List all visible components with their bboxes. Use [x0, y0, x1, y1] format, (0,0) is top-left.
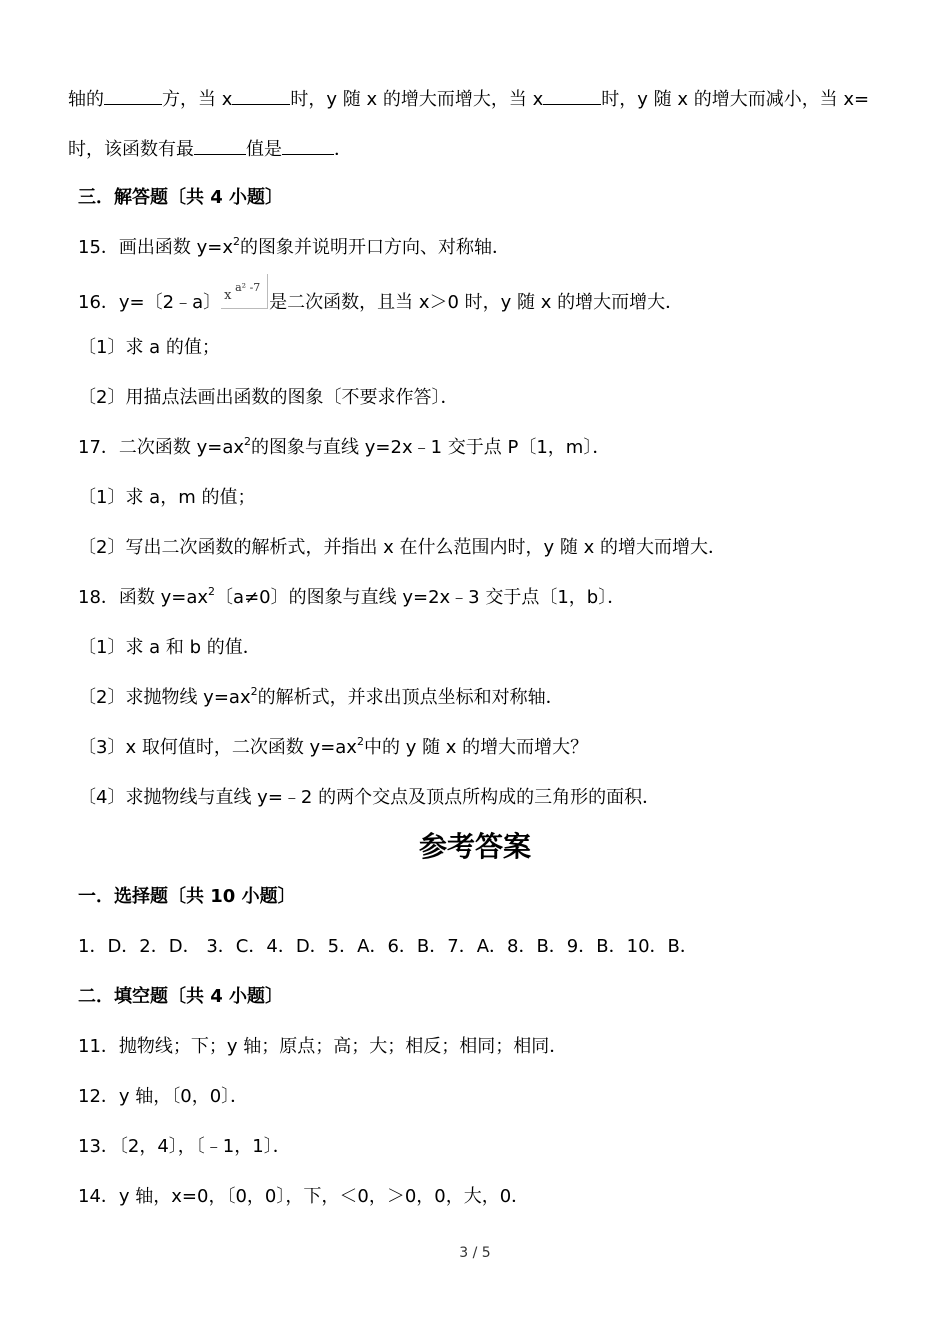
answers-title: 参考答案 [418, 830, 531, 863]
question-16-part-1: 〔1〕求 a 的值； [78, 337, 220, 358]
section-1-heading: 一．选择题〔共 10 小题〕 [78, 886, 296, 907]
answer-13: 13．〔2，4〕，〔﹣1，1〕． [78, 1136, 291, 1157]
question-17: 17．二次函数 $y=ax^2$的图象与直线 y=2x﹣1 交于点 P〔1，m〕． [78, 435, 611, 458]
question-17-part-2: 〔2〕写出二次函数的解析式，并指出 x 在什么范围内时，y 随 x 的增大而增大． [78, 537, 727, 558]
question-15: 15．画出函数 $y=x^2$的图象并说明开口方向、对称轴． [78, 235, 511, 258]
question-16: 16．y=〔2﹣a〕 x a² -7 是二次函数，且当 x＞0 时，y 随 x 的增大而增大． [78, 286, 683, 315]
answer-blank [543, 86, 601, 105]
answer-14: 14．y 轴，x=0，〔0，0〕，下，＜0，＞0，0，大，0． [78, 1186, 530, 1207]
page-number: 3 / 5 [459, 1245, 491, 1261]
question-17-part-1: 〔1〕求 a，m 的值； [78, 487, 256, 508]
answer-11: 11．抛物线；下；y 轴；原点；高；大；相反；相同；相同． [78, 1036, 568, 1057]
question-18-part-1: 〔1〕求 a 和 b 的值． [78, 637, 261, 658]
question-16-part-2: 〔2〕用描点法画出函数的图象〔不要求作答〕． [78, 387, 459, 408]
question-18: 18．函数 $y=ax^2$〔a≠0〕的图象与直线 y=2x﹣3 交于点〔1，b〕． [78, 585, 626, 608]
question-18-part-4: 〔4〕求抛物线与直线 y=﹣2 的两个交点及顶点所构成的三角形的面积． [78, 787, 661, 808]
answer-12: 12．y 轴，〔0，0〕． [78, 1086, 249, 1107]
question-18-part-3: 〔3〕x 取何值时，二次函数 $y=ax^2$中的 y 随 x 的增大而增大？ [78, 735, 589, 758]
answers-choice: 1．D．2．D． 3．C．4．D．5．A．6．B．7．A．8．B．9．B．10．B． [78, 936, 698, 957]
answer-blank [232, 86, 290, 105]
fill-line-1: 轴的 方，当 x 时，y 随 x 的增大而增大，当 x 时，y 随 x 的增大而减小，当 x= [68, 86, 869, 112]
answer-blank [282, 136, 334, 155]
section-3-heading: 三．解答题〔共 4 小题〕 [78, 187, 284, 208]
answer-blank [104, 86, 162, 105]
formula-image: x a² -7 [221, 286, 269, 310]
question-18-part-2: 〔2〕求抛物线 $y=ax^2$的解析式，并求出顶点坐标和对称轴． [78, 685, 564, 708]
fill-line-2: 时，该函数有最 值是 ． [68, 136, 352, 162]
answer-blank [194, 136, 246, 155]
section-2-heading: 二．填空题〔共 4 小题〕 [78, 986, 284, 1007]
